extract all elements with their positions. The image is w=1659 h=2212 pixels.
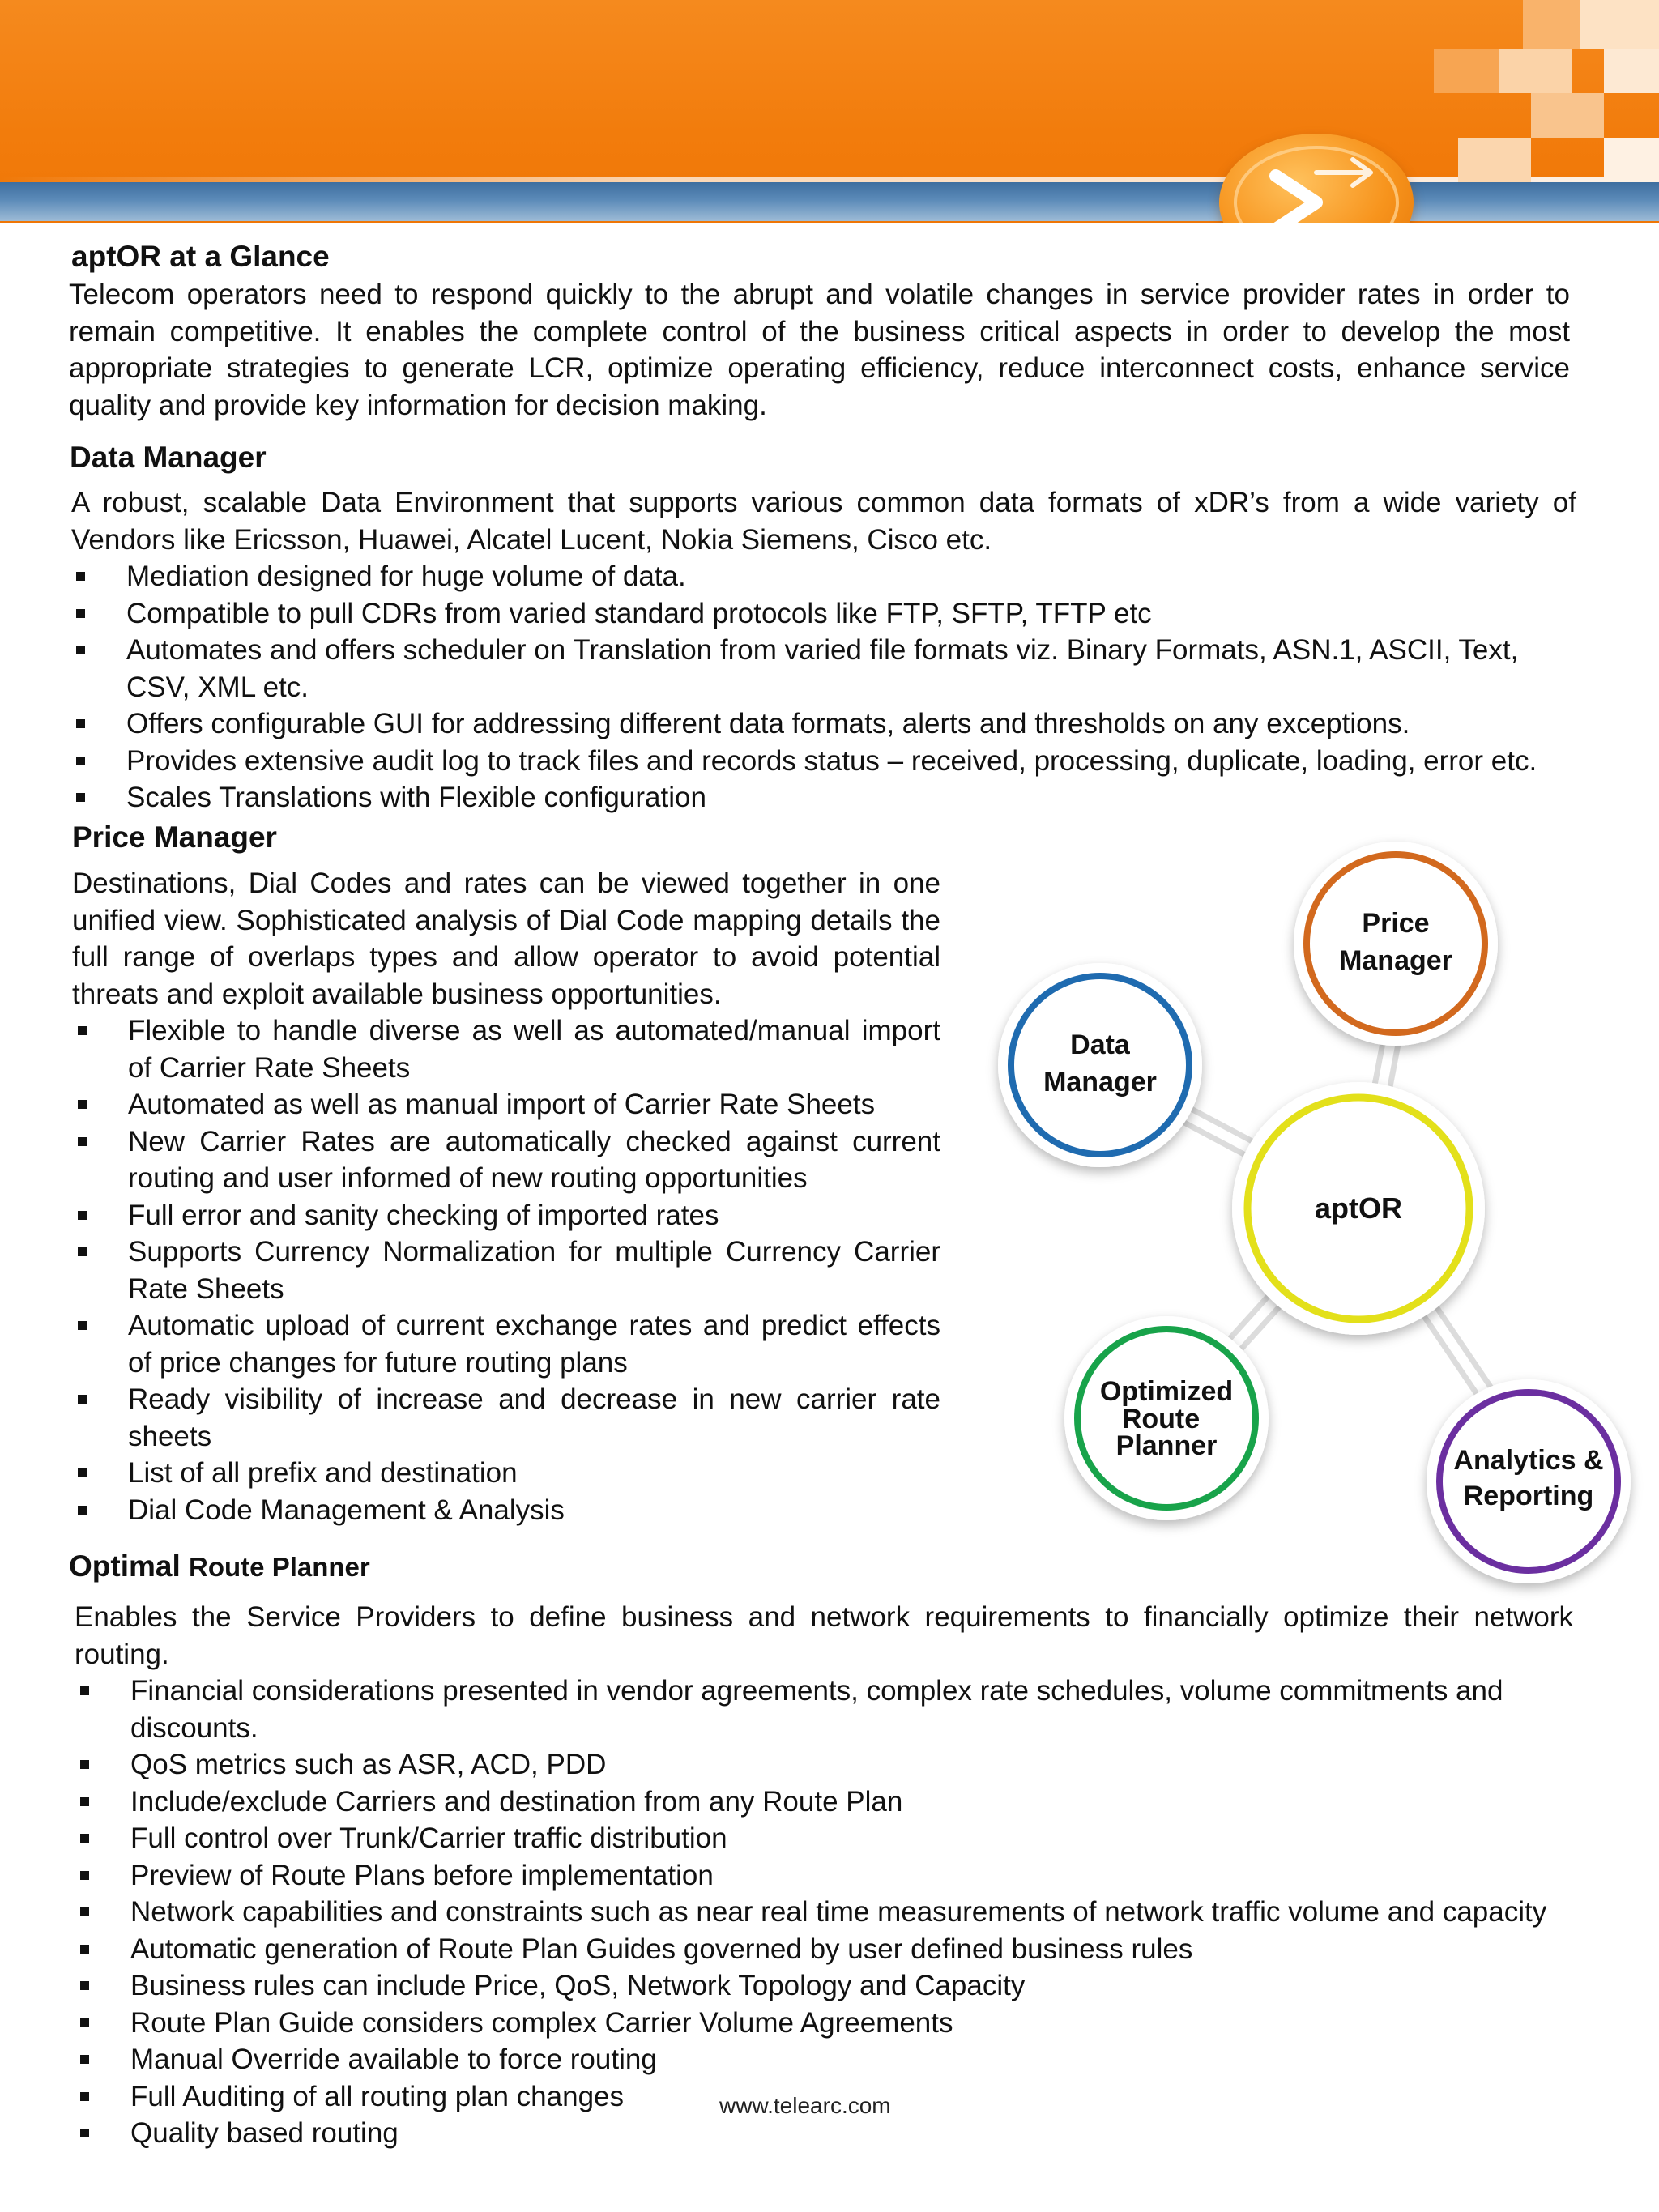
arrow-logo-icon [1219, 134, 1414, 223]
diagram-node-price-manager [1294, 842, 1498, 1046]
list-item: Manual Override available to force routing [74, 2041, 1580, 2078]
route-planner-bullets [74, 1673, 1580, 2152]
route-planner-title-main: Optimal [69, 1549, 181, 1583]
list-item: Full Auditing of all routing plan changes [74, 2078, 1580, 2116]
list-item: Network capabilities and constraints such as near real time measurements of network traffic volume and capacity [74, 1894, 1580, 1931]
node-label: Manager [1043, 1067, 1157, 1097]
list-item: Quality based routing [74, 2115, 1580, 2152]
list-item: Provides extensive audit log to track files and records status – received, processing, duplicate, loading, error etc. [70, 743, 1576, 780]
list-item: Route Plan Guide considers complex Carrier Volume Agreements [74, 2005, 1580, 2042]
route-planner-title-rest: Route Planner [189, 1552, 370, 1582]
list-item: Mediation designed for huge volume of data. [70, 558, 1576, 595]
node-label: Price [1362, 908, 1430, 939]
data-manager-bullets [70, 558, 1576, 816]
list-item: List of all prefix and destination [71, 1455, 940, 1492]
list-item: Automatic upload of current exchange rates and predict effects of price changes for future routing plans [71, 1307, 940, 1381]
price-manager-intro: Destinations, Dial Codes and rates can be viewed together in one unified view. Sophisticated analysis of Dial Code mapping details the full range of overlaps types and allow operator to avoid potential threats and exploit available business opportunities. [72, 867, 940, 1010]
node-label: Data [1070, 1029, 1130, 1060]
node-label: Optimized [1099, 1376, 1234, 1407]
node-label: Reporting [1463, 1481, 1594, 1511]
aptor-module-diagram [972, 826, 1659, 1604]
diagram-node-data-manager [998, 963, 1202, 1167]
list-item: Flexible to handle diverse as well as automated/manual import of Carrier Rate Sheets [71, 1012, 940, 1086]
list-item: Automated as well as manual import of Carrier Rate Sheets [71, 1086, 940, 1123]
list-item: Compatible to pull CDRs from varied standard protocols like FTP, SFTP, TFTP etc [70, 595, 1576, 633]
glance-body: Telecom operators need to respond quickly to the abrupt and volatile changes in service provider rates in order to remain competitive. It enables the complete control of the business critical aspects in order to develop the most appropriate strategies to generate LCR, optimize operating efficiency, reduce interconnect costs, enhance service quality and provide key information for decision making. [69, 279, 1570, 421]
list-item: Full error and sanity checking of imported rates [71, 1197, 940, 1234]
diagram-node-center [1232, 1082, 1485, 1335]
list-item: Financial considerations presented in vendor agreements, complex rate schedules, volume commitments and discounts. [74, 1673, 1580, 1746]
data-manager-intro: A robust, scalable Data Environment that supports various common data formats of xDR’s from a wide variety of Vendors like Ericsson, Huawei, Alcatel Lucent, Nokia Siemens, Cisco etc. [71, 487, 1576, 556]
diagram-node-analytics [1427, 1379, 1631, 1583]
price-manager-bullets [71, 1012, 940, 1528]
node-label: aptOR [1315, 1191, 1402, 1225]
list-item: Automates and offers scheduler on Translation from varied file formats viz. Binary Formats, ASN.1, ASCII, Text, CSV, XML etc. [70, 632, 1576, 705]
list-item: Scales Translations with Flexible configuration [70, 779, 1576, 816]
node-label: Planner [1115, 1430, 1218, 1461]
list-item: Ready visibility of increase and decrease in new carrier rate sheets [71, 1381, 940, 1455]
node-label: Route [1121, 1404, 1201, 1434]
route-planner-intro: Enables the Service Providers to define business and network requirements to financially optimize their network routing. [75, 1601, 1573, 1670]
list-item: Dial Code Management & Analysis [71, 1492, 940, 1529]
list-item: Full control over Trunk/Carrier traffic distribution [74, 1820, 1580, 1857]
list-item: Include/exclude Carriers and destination from any Route Plan [74, 1784, 1580, 1821]
data-manager-title: Data Manager [70, 441, 267, 474]
node-label: Analytics & [1453, 1445, 1604, 1476]
price-manager-title: Price Manager [72, 820, 277, 854]
list-item: Preview of Route Plans before implementation [74, 1857, 1580, 1894]
glance-title: aptOR at a Glance [71, 240, 330, 273]
footer-url[interactable]: www.telearc.com [719, 2093, 891, 2118]
header-banner [0, 0, 1659, 223]
list-item: QoS metrics such as ASR, ACD, PDD [74, 1746, 1580, 1784]
list-item: New Carrier Rates are automatically checked against current routing and user informed of new routing opportunities [71, 1123, 940, 1197]
diagram-node-route-planner [1064, 1316, 1269, 1520]
list-item: Offers configurable GUI for addressing different data formats, alerts and thresholds on any exceptions. [70, 705, 1576, 743]
list-item: Business rules can include Price, QoS, Network Topology and Capacity [74, 1967, 1580, 2005]
node-label: Manager [1339, 945, 1452, 976]
list-item: Automatic generation of Route Plan Guides governed by user defined business rules [74, 1931, 1580, 1968]
route-planner-title [69, 1549, 370, 1583]
list-item: Supports Currency Normalization for multiple Currency Carrier Rate Sheets [71, 1234, 940, 1307]
